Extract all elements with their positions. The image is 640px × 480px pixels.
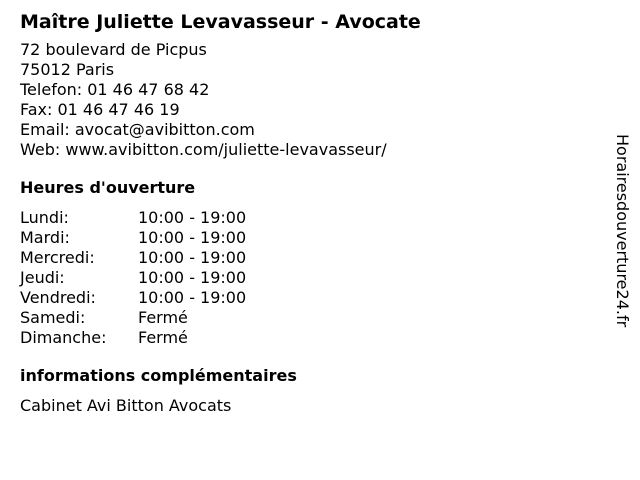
hours-time: Fermé — [138, 328, 188, 347]
hours-row-jeudi — [20, 268, 600, 288]
contact-block — [20, 40, 600, 160]
hours-time: 10:00 - 19:00 — [138, 248, 247, 267]
address-city: 75012 Paris — [20, 60, 115, 79]
hours-time: 10:00 - 19:00 — [138, 288, 247, 307]
hours-row-mardi — [20, 228, 600, 248]
hours-day: Jeudi: — [20, 268, 65, 287]
info-heading: informations complémentaires — [20, 366, 297, 385]
brand-watermark[interactable]: Horairesdouverture24.fr — [613, 134, 632, 328]
page-title: Maître Juliette Levavasseur - Avocate — [20, 11, 421, 33]
hours-day: Samedi: — [20, 308, 86, 327]
info-text: Cabinet Avi Bitton Avocats — [20, 396, 232, 415]
fax-number: Fax: 01 46 47 46 19 — [20, 100, 180, 119]
hours-row-mercredi — [20, 248, 600, 268]
hours-heading: Heures d'ouverture — [20, 178, 196, 197]
hours-day: Lundi: — [20, 208, 69, 227]
hours-row-dimanche — [20, 328, 600, 348]
hours-day: Dimanche: — [20, 328, 107, 347]
business-card — [20, 8, 600, 416]
hours-row-lundi — [20, 208, 600, 228]
phone-number: Telefon: 01 46 47 68 42 — [20, 80, 210, 99]
hours-time: 10:00 - 19:00 — [138, 268, 247, 287]
email-link[interactable]: Email: avocat@avibitton.com — [20, 120, 255, 139]
address-street: 72 boulevard de Picpus — [20, 40, 207, 59]
website-link[interactable]: Web: www.avibitton.com/juliette-levavasseur/ — [20, 140, 387, 159]
hours-time: 10:00 - 19:00 — [138, 208, 247, 227]
hours-day: Mardi: — [20, 228, 70, 247]
hours-time: 10:00 - 19:00 — [138, 228, 247, 247]
hours-row-samedi — [20, 308, 600, 328]
hours-day: Mercredi: — [20, 248, 95, 267]
hours-table — [20, 208, 600, 348]
hours-day: Vendredi: — [20, 288, 96, 307]
hours-row-vendredi — [20, 288, 600, 308]
hours-time: Fermé — [138, 308, 188, 327]
